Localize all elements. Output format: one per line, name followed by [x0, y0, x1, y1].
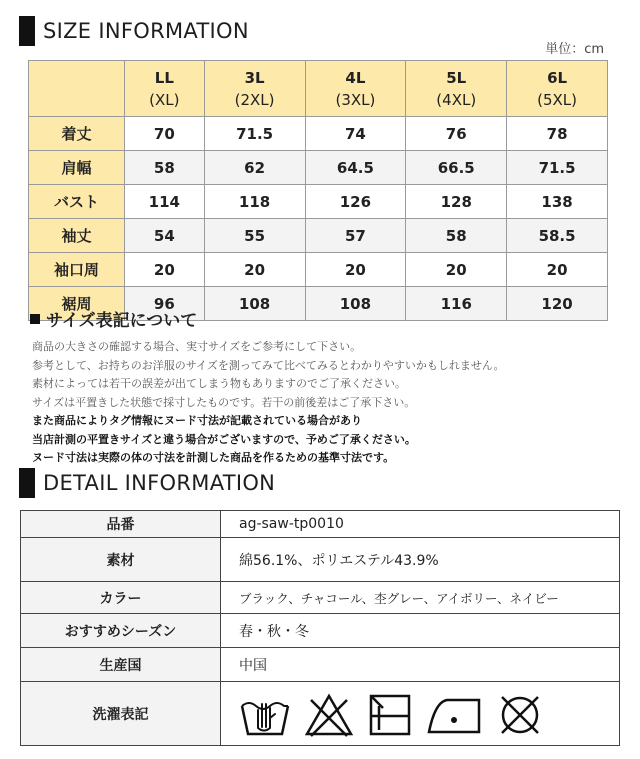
- table-cell: 20: [125, 253, 205, 287]
- table-row: [29, 219, 608, 253]
- size-header-5l: 5L (4XL): [406, 61, 507, 117]
- size-header-4l: 4L (3XL): [305, 61, 406, 117]
- note-line: 素材によっては若干の誤差が出てしまう物もありますのでご了承ください。: [32, 377, 406, 390]
- size-header-row: [29, 61, 608, 117]
- detail-row-care: [21, 682, 620, 746]
- table-cell: 20: [406, 253, 507, 287]
- iron-low-icon: [425, 692, 483, 738]
- table-cell: 20: [204, 253, 305, 287]
- table-cell: 108: [305, 287, 406, 321]
- table-cell: 71.5: [204, 117, 305, 151]
- table-cell: 66.5: [406, 151, 507, 185]
- unit-label: 単位：cm: [545, 42, 604, 57]
- table-cell: 120: [507, 287, 608, 321]
- detail-row-season: [21, 614, 620, 648]
- table-cell: 64.5: [305, 151, 406, 185]
- size-notes-title: サイズ表記について: [46, 311, 198, 331]
- corner-cell: [29, 61, 125, 117]
- detail-value: 中国: [221, 648, 620, 682]
- detail-row-color: [21, 582, 620, 614]
- size-section-title: SIZE INFORMATION: [43, 19, 249, 43]
- table-cell: 20: [507, 253, 608, 287]
- note-bold-line: 当店計測の平置きサイズと違う場合がございますので、予めご了承ください。: [32, 432, 416, 446]
- detail-table: [20, 510, 620, 746]
- note-line: 参考として、お持ちのお洋服のサイズを測ってみて比べてみるとわかりやすいかもしれません。: [32, 358, 505, 372]
- note-bold-line: また商品によりタグ情報にヌード寸法が記載されている場合があり: [32, 414, 362, 427]
- bullet-square-icon: [30, 314, 40, 324]
- detail-label: おすすめシーズン: [21, 614, 221, 648]
- size-table: [28, 60, 608, 321]
- table-cell: 58: [406, 219, 507, 253]
- size-header-6l: 6L (5XL): [507, 61, 608, 117]
- table-cell: 71.5: [507, 151, 608, 185]
- table-cell: 78: [507, 117, 608, 151]
- note-bold-line: ヌード寸法は実際の体の寸法を計測した商品を作るための基準寸法です。: [32, 451, 395, 464]
- table-cell: 74: [305, 117, 406, 151]
- table-cell: 128: [406, 185, 507, 219]
- detail-value: 綿56.1%、ポリエステル43.9%: [221, 538, 620, 582]
- section-bar: [19, 468, 35, 498]
- row-label: 袖丈: [29, 219, 125, 253]
- table-cell: 58.5: [507, 219, 608, 253]
- detail-section-header: [19, 468, 275, 498]
- section-bar: [19, 16, 35, 46]
- line-dry-shade-icon: [367, 692, 413, 738]
- table-cell: 116: [406, 287, 507, 321]
- no-bleach-icon: [303, 692, 355, 738]
- note-line: サイズは平置きした状態で採寸したものです。若干の前後差はご了承下さい。: [32, 395, 416, 409]
- table-row: [29, 185, 608, 219]
- size-notes-header: [30, 306, 197, 331]
- table-cell: 108: [204, 287, 305, 321]
- row-label: 着丈: [29, 117, 125, 151]
- size-header-3l: 3L (2XL): [204, 61, 305, 117]
- detail-row-material: [21, 538, 620, 582]
- detail-section-title: DETAIL INFORMATION: [43, 471, 276, 495]
- detail-value: ag-saw-tp0010: [221, 511, 620, 538]
- table-row: [29, 117, 608, 151]
- table-cell: 54: [125, 219, 205, 253]
- table-cell: 20: [305, 253, 406, 287]
- row-label: 肩幅: [29, 151, 125, 185]
- detail-row-product-code: [21, 511, 620, 538]
- table-cell: 118: [204, 185, 305, 219]
- table-cell: 62: [204, 151, 305, 185]
- detail-value: ブラック、チャコール、杢グレー、アイボリー、ネイビー: [221, 582, 620, 614]
- row-label: 袖口周: [29, 253, 125, 287]
- hand-wash-icon: [239, 692, 291, 738]
- row-label: バスト: [29, 185, 125, 219]
- size-notes: [32, 338, 505, 468]
- detail-label: 生産国: [21, 648, 221, 682]
- row-label: 裾周: [29, 287, 125, 321]
- care-icons: [239, 690, 619, 738]
- table-cell: 57: [305, 219, 406, 253]
- size-header-ll: LL (XL): [125, 61, 205, 117]
- table-cell: 96: [125, 287, 205, 321]
- no-dry-clean-icon: [495, 692, 545, 738]
- detail-label: 素材: [21, 538, 221, 582]
- table-cell: 138: [507, 185, 608, 219]
- note-line: 商品の大きさの確認する場合、実寸サイズをご参考にして下さい。: [32, 340, 362, 353]
- detail-row-origin: [21, 648, 620, 682]
- detail-label: カラー: [21, 582, 221, 614]
- table-cell: 76: [406, 117, 507, 151]
- detail-value: 春・秋・冬: [221, 614, 620, 648]
- table-cell: 126: [305, 185, 406, 219]
- table-cell: 70: [125, 117, 205, 151]
- table-row: [29, 253, 608, 287]
- care-icons-cell: [221, 682, 620, 746]
- size-section-header: [19, 16, 249, 46]
- table-cell: 55: [204, 219, 305, 253]
- table-cell: 114: [125, 185, 205, 219]
- table-cell: 58: [125, 151, 205, 185]
- detail-label: 洗濯表記: [21, 682, 221, 746]
- detail-label: 品番: [21, 511, 221, 538]
- table-row: [29, 151, 608, 185]
